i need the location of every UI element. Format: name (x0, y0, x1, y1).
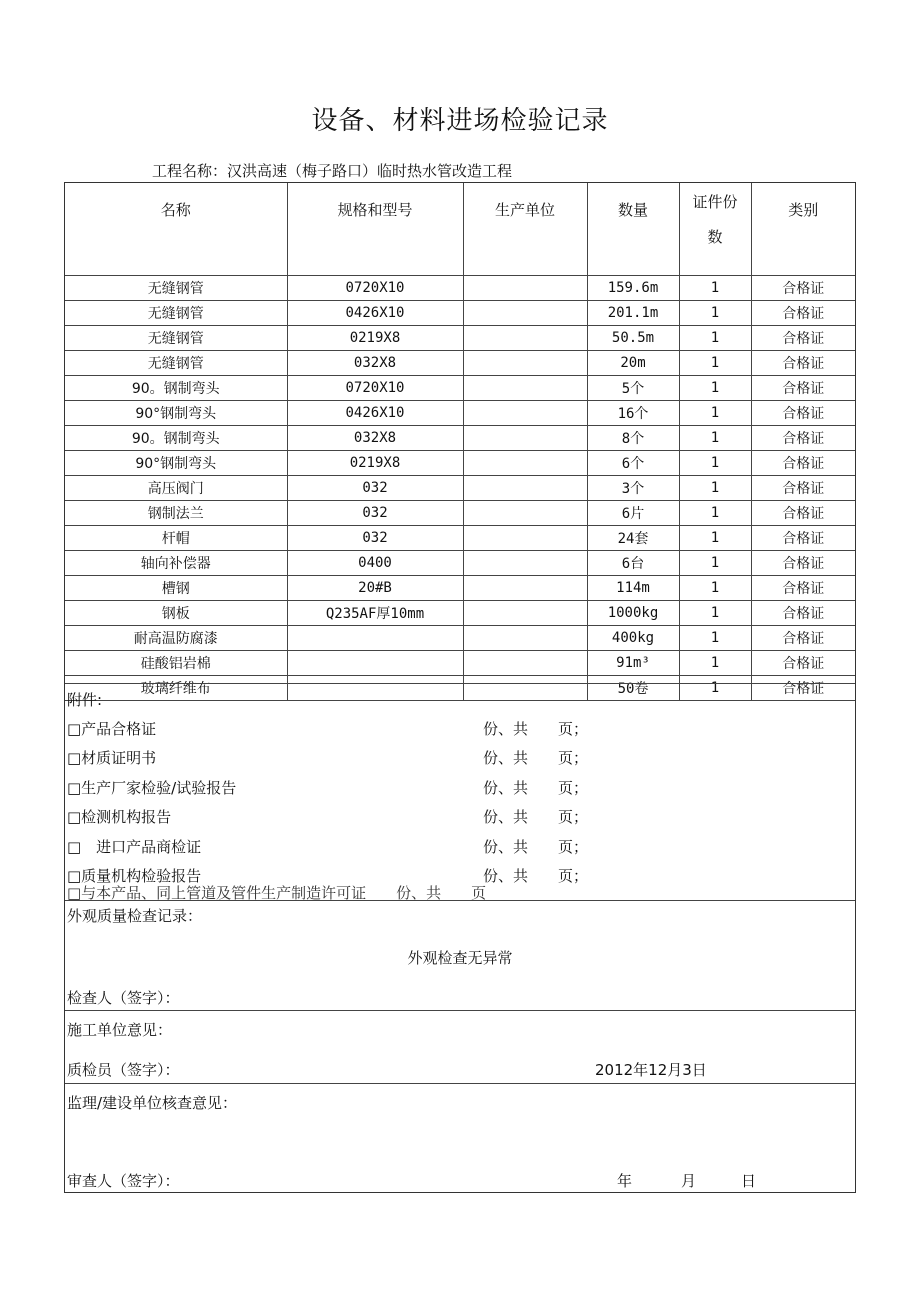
cell-manufacturer (463, 376, 587, 401)
attachment-count: 份、共 页； (483, 808, 589, 826)
cell-name: 无缝钢管 (65, 301, 287, 326)
cell-cert-count: 1 (679, 526, 751, 551)
cell-type: 合格证 (751, 476, 855, 501)
attachment-count: 份、共 页； (483, 749, 589, 767)
cell-name: 高压阀门 (65, 476, 287, 501)
construction-section (65, 1010, 855, 1083)
cell-quantity: 3个 (587, 476, 679, 501)
cell-type: 合格证 (751, 301, 855, 326)
table-row (65, 276, 855, 301)
cell-type: 合格证 (751, 501, 855, 526)
cell-spec: 032 (287, 526, 463, 551)
table-row (65, 626, 855, 651)
date-day-label: 日 (741, 1172, 757, 1190)
table-row (65, 551, 855, 576)
cell-type: 合格证 (751, 376, 855, 401)
cell-manufacturer (463, 651, 587, 676)
attachment-count: 份、共 页； (483, 838, 589, 856)
attachment-item (67, 836, 847, 858)
cell-cert-count: 1 (679, 576, 751, 601)
cell-name: 钢制法兰 (65, 501, 287, 526)
attachment-item (67, 806, 847, 828)
table-row (65, 501, 855, 526)
cell-spec: 0219X8 (287, 326, 463, 351)
cell-quantity: 5个 (587, 376, 679, 401)
cell-cert-count: 1 (679, 376, 751, 401)
cell-name: 槽钢 (65, 576, 287, 601)
cell-manufacturer (463, 551, 587, 576)
table-row (65, 601, 855, 626)
cell-name: 耐高温防腐漆 (65, 626, 287, 651)
cell-manufacturer (463, 526, 587, 551)
table-row (65, 351, 855, 376)
visual-check-result: 外观检查无异常 (407, 949, 513, 967)
cell-spec: 032 (287, 501, 463, 526)
table-row (65, 576, 855, 601)
attachment-name: □生产厂家检验/试验报告 (67, 779, 237, 797)
cell-type: 合格证 (751, 451, 855, 476)
cell-type: 合格证 (751, 576, 855, 601)
cell-spec: 0720X10 (287, 376, 463, 401)
attachment-count: 份、共 页； (483, 779, 589, 797)
cell-type: 合格证 (751, 351, 855, 376)
cell-type: 合格证 (751, 676, 855, 701)
inspector-signature-label: 检查人（签字）： (67, 989, 180, 1007)
cell-name: 无缝钢管 (65, 326, 287, 351)
supervision-opinion-label: 监理/建设单位核查意见： (67, 1094, 238, 1112)
cell-cert-count: 1 (679, 276, 751, 301)
cell-quantity: 24套 (587, 526, 679, 551)
cell-manufacturer (463, 401, 587, 426)
table-row (65, 476, 855, 501)
table-row (65, 326, 855, 351)
cell-quantity: 6台 (587, 551, 679, 576)
cell-cert-count: 1 (679, 551, 751, 576)
cell-quantity: 50卷 (587, 676, 679, 701)
cell-spec (287, 626, 463, 651)
table-row (65, 426, 855, 451)
cell-quantity: 20m (587, 351, 679, 376)
cell-type: 合格证 (751, 401, 855, 426)
cell-name: 90。钢制弯头 (65, 376, 287, 401)
table-row (65, 526, 855, 551)
attachment-name: □材质证明书 (67, 749, 157, 767)
table-row (65, 376, 855, 401)
cell-type: 合格证 (751, 326, 855, 351)
cell-spec: 0219X8 (287, 451, 463, 476)
cell-quantity: 114m (587, 576, 679, 601)
cell-quantity: 91m³ (587, 651, 679, 676)
cell-cert-count: 1 (679, 401, 751, 426)
cell-name: 钢板 (65, 601, 287, 626)
cell-manufacturer (463, 351, 587, 376)
cell-cert-count: 1 (679, 476, 751, 501)
cell-name: 玻璃纤维布 (65, 676, 287, 701)
cell-type: 合格证 (751, 626, 855, 651)
header-spec: 规格和型号 (287, 183, 463, 276)
cell-type: 合格证 (751, 426, 855, 451)
attachment-item (67, 777, 847, 799)
attachment-name: □ 进口产品商检证 (67, 838, 202, 856)
attachment-name: □产品合格证 (67, 720, 157, 738)
cell-spec: 032 (287, 476, 463, 501)
cell-name: 杆帽 (65, 526, 287, 551)
page-title: 设备、材料进场检验记录 (311, 106, 609, 136)
cell-manufacturer (463, 301, 587, 326)
cell-type: 合格证 (751, 551, 855, 576)
cell-name: 90°钢制弯头 (65, 401, 287, 426)
attachment-cutoff-text: □与本产品、同上管道及管件生产制造许可证 份、共 页 (67, 884, 487, 902)
header-manufacturer: 生产单位 (463, 183, 587, 276)
cell-cert-count: 1 (679, 426, 751, 451)
supervision-section (65, 1083, 855, 1194)
cell-spec: 0400 (287, 551, 463, 576)
cell-quantity: 50.5m (587, 326, 679, 351)
cell-cert-count: 1 (679, 601, 751, 626)
visual-check-label: 外观质量检查记录： (67, 907, 203, 925)
cell-manufacturer (463, 501, 587, 526)
header-name: 名称 (65, 183, 287, 276)
cell-spec: 0720X10 (287, 276, 463, 301)
cell-spec: 0426X10 (287, 301, 463, 326)
header-cert-count-line2: 数 (707, 228, 723, 246)
table-row (65, 651, 855, 676)
cell-manufacturer (463, 626, 587, 651)
cell-spec: 0426X10 (287, 401, 463, 426)
cell-type: 合格证 (751, 601, 855, 626)
date-month-label: 月 (681, 1172, 697, 1190)
cell-type: 合格证 (751, 651, 855, 676)
cell-name: 无缝钢管 (65, 351, 287, 376)
cell-cert-count: 1 (679, 626, 751, 651)
cell-cert-count: 1 (679, 676, 751, 701)
cell-manufacturer (463, 276, 587, 301)
cell-name: 硅酸铝岩棉 (65, 651, 287, 676)
cell-quantity: 6个 (587, 451, 679, 476)
cell-quantity: 16个 (587, 401, 679, 426)
cell-quantity: 400kg (587, 626, 679, 651)
project-name: 工程名称：汉洪高速（梅子路口）临时热水管改造工程 (152, 162, 513, 180)
attachment-item (67, 747, 847, 769)
cell-manufacturer (463, 576, 587, 601)
construction-opinion-label: 施工单位意见： (67, 1021, 173, 1039)
cell-quantity: 6片 (587, 501, 679, 526)
cell-quantity: 159.6m (587, 276, 679, 301)
cell-name: 90°钢制弯头 (65, 451, 287, 476)
cell-spec: 032X8 (287, 351, 463, 376)
cell-cert-count: 1 (679, 301, 751, 326)
cell-name: 无缝钢管 (65, 276, 287, 301)
cell-type: 合格证 (751, 276, 855, 301)
visual-check-section (65, 900, 855, 1010)
cell-name: 90。钢制弯头 (65, 426, 287, 451)
attachments-section (65, 683, 855, 900)
cell-manufacturer (463, 426, 587, 451)
cell-spec: 032X8 (287, 426, 463, 451)
cell-spec: Q235AF厚10mm (287, 601, 463, 626)
table-row (65, 401, 855, 426)
qc-signature-label: 质检员（签字）： (67, 1061, 180, 1079)
cell-cert-count: 1 (679, 326, 751, 351)
table-header-row (65, 183, 855, 276)
cell-spec (287, 651, 463, 676)
cell-cert-count: 1 (679, 501, 751, 526)
cell-manufacturer (463, 326, 587, 351)
cell-manufacturer (463, 476, 587, 501)
attachment-count: 份、共 页； (483, 867, 589, 885)
attachment-item (67, 718, 847, 740)
cell-quantity: 1000kg (587, 601, 679, 626)
attachments-label: 附件: (67, 691, 103, 709)
cell-quantity: 201.1m (587, 301, 679, 326)
cell-quantity: 8个 (587, 426, 679, 451)
cell-spec: 20#B (287, 576, 463, 601)
header-cert-count (679, 183, 751, 276)
cell-manufacturer (463, 601, 587, 626)
cell-name: 轴向补偿器 (65, 551, 287, 576)
inspection-form (64, 182, 856, 1193)
header-type: 类别 (751, 183, 855, 276)
header-quantity: 数量 (587, 183, 679, 276)
cell-type: 合格证 (751, 526, 855, 551)
cell-cert-count: 1 (679, 451, 751, 476)
reviewer-signature-label: 审查人（签字）： (67, 1172, 180, 1190)
attachment-name: □检测机构报告 (67, 808, 172, 826)
table-row (65, 301, 855, 326)
attachment-name: □质量机构检验报告 (67, 867, 202, 885)
date-year-label: 年 (617, 1172, 633, 1190)
cell-manufacturer (463, 451, 587, 476)
header-cert-count-line1: 证件份 (692, 193, 738, 211)
materials-table (65, 183, 855, 701)
construction-date: 2012年12月3日 (595, 1061, 707, 1079)
cell-cert-count: 1 (679, 651, 751, 676)
attachment-count: 份、共 页； (483, 720, 589, 738)
cell-cert-count: 1 (679, 351, 751, 376)
table-row (65, 451, 855, 476)
